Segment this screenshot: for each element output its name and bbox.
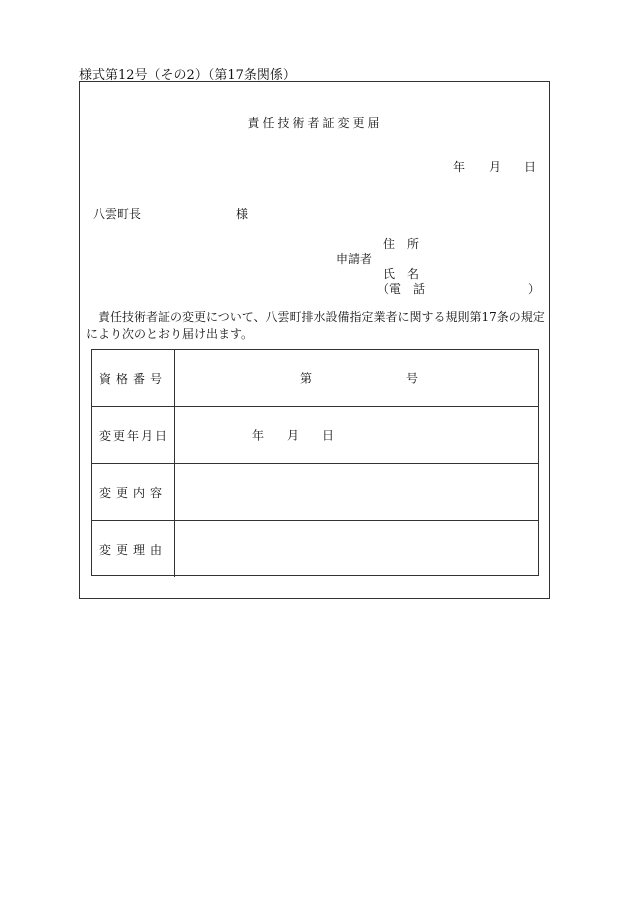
table-row-change-reason: [92, 520, 538, 577]
change-date-month: 月: [287, 428, 300, 443]
table-row-change-date: [92, 406, 538, 463]
date-day-label: 日: [524, 160, 537, 174]
change-date-day: 日: [322, 428, 335, 443]
document-title: 責任技術者証変更届: [247, 116, 383, 130]
table-row-change-content: [92, 463, 538, 520]
change-reason-label: 変更理由: [92, 521, 175, 577]
qualification-number-label: 資格番号: [92, 350, 175, 406]
change-date-label: 変更年月日: [92, 407, 175, 463]
phone-label: （電 話: [377, 282, 426, 296]
change-details-table: [91, 349, 539, 576]
change-date-year: 年: [252, 428, 265, 443]
address-label: 住 所: [383, 237, 420, 251]
change-content-label: 変更内容: [92, 464, 175, 520]
qualification-number-suffix: 号: [406, 371, 419, 386]
qualification-number-prefix: 第: [300, 371, 313, 386]
addressee-honorific: 様: [236, 207, 249, 221]
notification-statement: 責任技術者証の変更について、八雲町排水設備指定業者に関する規則第17条の規定により次のとおり届け出ます。: [86, 310, 545, 341]
date-month-label: 月: [489, 160, 502, 174]
applicant-label: 申請者: [336, 252, 373, 266]
name-label: 氏 名: [383, 267, 420, 281]
table-row-qualification-number: [92, 350, 538, 406]
addressee-name: 八雲町長: [93, 207, 142, 221]
form-number-label: 様式第12号（その2）（第17条関係）: [79, 68, 296, 83]
date-year-label: 年: [453, 160, 466, 174]
phone-close-paren: ）: [528, 282, 541, 296]
